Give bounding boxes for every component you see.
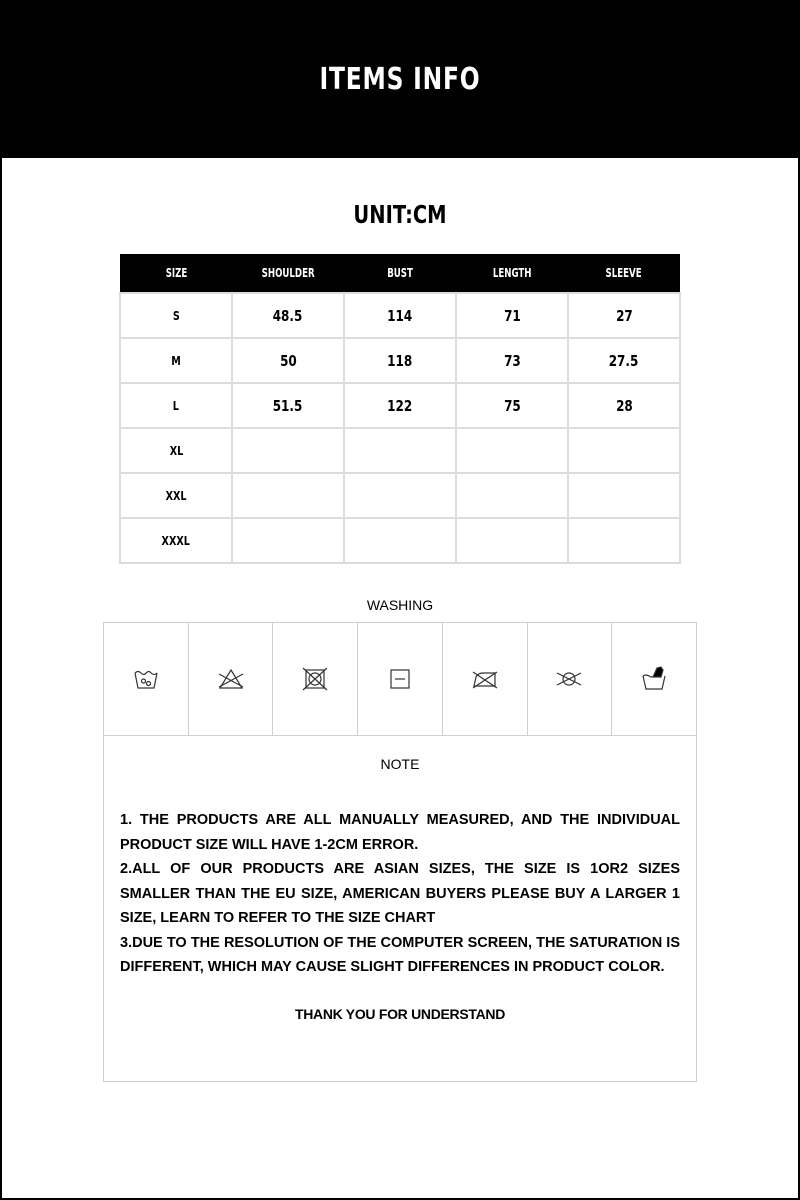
page-title: ITEMS INFO: [319, 62, 481, 97]
bust-cell: 114: [344, 293, 456, 338]
size-table: [119, 254, 681, 564]
length-cell: 71: [456, 293, 568, 338]
do-not-tumble-dry-icon: [301, 665, 329, 693]
shoulder-cell: [232, 518, 344, 563]
table-row: [120, 338, 680, 383]
wash-basin-icon: [132, 665, 160, 693]
table-row: [120, 518, 680, 563]
size-cell: XL: [120, 428, 232, 473]
wash-cell: [528, 623, 613, 735]
washing-icons-row: [103, 622, 697, 736]
shoulder-cell: 51.5: [232, 383, 344, 428]
size-table-header: [120, 254, 680, 293]
column-header: SIZE: [120, 254, 232, 293]
shoulder-cell: [232, 428, 344, 473]
size-cell: L: [120, 383, 232, 428]
size-cell: M: [120, 338, 232, 383]
bust-cell: 118: [344, 338, 456, 383]
sleeve-cell: 28: [568, 383, 680, 428]
bust-cell: [344, 518, 456, 563]
do-not-dry-clean-icon: [555, 665, 583, 693]
header-banner: [0, 0, 800, 158]
bust-cell: 122: [344, 383, 456, 428]
wash-cell: [189, 623, 274, 735]
note-text: [120, 808, 680, 980]
note-paragraph: 3.DUE TO THE RESOLUTION OF THE COMPUTER SCREEN, THE SATURATION IS DIFFERENT, WHICH MAY CAUSE SLIGHT DIFFERENCES IN PRODUCT COLOR.: [120, 934, 680, 975]
wash-cell: [273, 623, 358, 735]
wash-cell: [358, 623, 443, 735]
shoulder-cell: 50: [232, 338, 344, 383]
length-cell: 73: [456, 338, 568, 383]
sleeve-cell: 27.5: [568, 338, 680, 383]
shoulder-cell: [232, 473, 344, 518]
sleeve-cell: [568, 428, 680, 473]
table-row: [120, 428, 680, 473]
sleeve-cell: 27: [568, 293, 680, 338]
wash-cell: [612, 623, 696, 735]
washing-title: WASHING: [366, 597, 434, 613]
note-paragraph: 1. THE PRODUCTS ARE ALL MANUALLY MEASURED, AND THE INDIVIDUAL PRODUCT SIZE WILL HAVE 1-2CM ERROR.: [120, 812, 680, 853]
column-header: SHOULDER: [232, 254, 344, 293]
sleeve-cell: [568, 518, 680, 563]
thank-you-text: THANK YOU FOR UNDERSTAND: [294, 1006, 506, 1022]
note-title: NOTE: [380, 756, 420, 772]
note-paragraph: 2.ALL OF OUR PRODUCTS ARE ASIAN SIZES, THE SIZE IS 1OR2 SIZES SMALLER THAN THE EU SIZE, AMERICAN BUYERS PLEASE BUY A LARGER 1 SIZE, LEARN TO REFER TO THE SIZE CHART: [120, 861, 680, 926]
length-cell: 75: [456, 383, 568, 428]
length-cell: [456, 518, 568, 563]
size-cell: S: [120, 293, 232, 338]
bust-cell: [344, 473, 456, 518]
column-header: LENGTH: [456, 254, 568, 293]
sleeve-cell: [568, 473, 680, 518]
table-row: [120, 293, 680, 338]
bust-cell: [344, 428, 456, 473]
wash-cell: [443, 623, 528, 735]
wash-cell: [104, 623, 189, 735]
size-cell: XXXL: [120, 518, 232, 563]
length-cell: [456, 473, 568, 518]
column-header: BUST: [344, 254, 456, 293]
note-box: [103, 736, 697, 1082]
unit-label: UNIT:CM: [353, 200, 447, 229]
table-row: [120, 383, 680, 428]
hand-wash-icon: [640, 665, 668, 693]
do-not-iron-icon: [471, 665, 499, 693]
dry-flat-icon: [386, 665, 414, 693]
length-cell: [456, 428, 568, 473]
shoulder-cell: 48.5: [232, 293, 344, 338]
do-not-bleach-icon: [217, 665, 245, 693]
size-cell: XXL: [120, 473, 232, 518]
table-row: [120, 473, 680, 518]
column-header: SLEEVE: [568, 254, 680, 293]
